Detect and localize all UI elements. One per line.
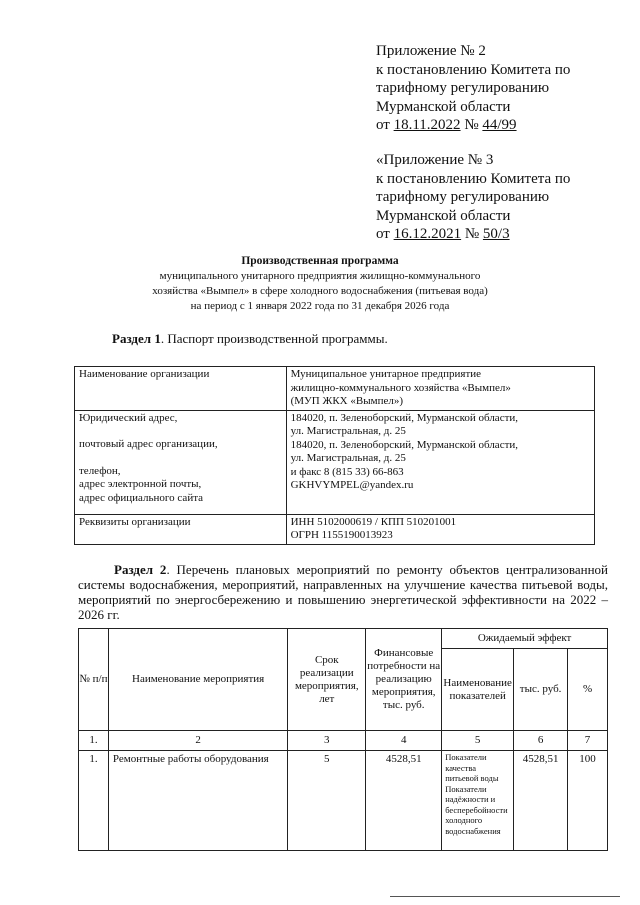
program-title: [0, 254, 640, 314]
row-term: 5: [288, 751, 366, 851]
appendix-from: от: [376, 226, 390, 242]
section-2-heading: [78, 562, 608, 622]
table-header-row: [79, 629, 608, 649]
email-label: адрес электронной почты,: [79, 478, 202, 490]
postal-address-street: ул. Магистральная, д. 25: [290, 452, 406, 464]
appendix-number: 44/99: [482, 117, 517, 133]
row-thousand-rub: 4528,51: [514, 751, 568, 851]
appendix-date: 16.12.2021: [393, 226, 462, 242]
passport-label-cell: [75, 367, 287, 411]
row-financing: 4528,51: [366, 751, 442, 851]
appendix-num-sign: №: [464, 226, 480, 242]
website-label: адрес официального сайта: [79, 491, 204, 504]
appendix-line: Мурманской области: [376, 98, 511, 115]
appendix-number: 50/3: [482, 226, 510, 242]
passport-table: [74, 366, 595, 545]
appendix-date-line: [376, 225, 626, 244]
org-name-label: Наименование организации: [79, 368, 210, 380]
row-percent: 100: [568, 751, 608, 851]
program-subtitle-line: муниципального унитарного предприятия жилищно-коммунального: [159, 270, 481, 282]
plan-table: [78, 628, 608, 851]
postal-address-value: 184020, п. Зеленоборский, Мурманской области,: [290, 438, 519, 451]
ogrn-value: ОГРН 1155190013923: [290, 529, 393, 541]
passport-label-cell: [75, 410, 287, 514]
appendix-title: Приложение № 2: [376, 43, 486, 59]
appendix-date: 18.11.2022: [393, 117, 461, 133]
org-short-name: (МУП ЖКХ «Вымпел»): [290, 395, 403, 407]
col-number: 1.: [79, 731, 109, 751]
phone-value: и факс 8 (815 33) 66-863: [290, 465, 404, 478]
col-number: 7: [568, 731, 608, 751]
header-thousand-rub: тыс. руб.: [514, 649, 568, 731]
program-period: на период с 1 января 2022 года по 31 декабря 2026 года: [190, 300, 450, 312]
row-number: 1.: [79, 751, 109, 851]
phone-label: телефон,: [79, 464, 121, 477]
appendix-line: Мурманской области: [376, 207, 511, 224]
appendix-header-new: [376, 42, 626, 135]
header-indicators: Наименование показателей: [442, 649, 514, 731]
section-1-heading: [112, 331, 388, 347]
appendix-from: от: [376, 117, 390, 133]
row-indicators: Показатели качества питьевой воды Показатели надёжности и бесперебойности холодного водоснабжения: [442, 751, 514, 851]
requisites-label: Реквизиты организации: [79, 515, 191, 528]
header-num: № п/п: [79, 629, 109, 731]
row-activity: Ремонтные работы оборудования: [108, 751, 287, 851]
table-row: [75, 514, 595, 544]
page-bottom-rule: [390, 896, 620, 897]
header-financing: Финансовые потребности на реализацию мероприятия, тыс. руб.: [366, 629, 442, 731]
appendix-line: тарифному регулированию: [376, 80, 550, 96]
legal-address-label: Юридический адрес,: [79, 411, 178, 424]
appendix-line: к постановлению Комитета по: [376, 61, 571, 78]
program-heading: Производственная программа: [241, 255, 399, 267]
table-row: [75, 367, 595, 411]
table-row: [79, 751, 608, 851]
section-2-label: Раздел 2: [114, 562, 167, 577]
col-number: 3: [288, 731, 366, 751]
appendix-date-line: [376, 116, 626, 135]
program-subtitle-line: хозяйства «Вымпел» в сфере холодного водоснабжения (питьевая вода): [152, 285, 488, 297]
header-term: Срок реализации мероприятия, лет: [288, 629, 366, 731]
section-1-text: . Паспорт производственной программы.: [160, 331, 388, 346]
org-name-value: жилищно-коммунального хозяйства «Вымпел»: [290, 381, 511, 394]
table-row: [75, 410, 595, 514]
col-number: 2: [108, 731, 287, 751]
legal-address-street: ул. Магистральная, д. 25: [290, 425, 406, 437]
col-number: 4: [366, 731, 442, 751]
inn-kpp-value: ИНН 5102000619 / КПП 510201001: [290, 515, 457, 528]
appendix-header-old: [376, 151, 626, 244]
section-1-label: Раздел 1: [112, 331, 161, 346]
postal-address-label: почтовый адрес организации,: [79, 438, 218, 450]
email-value: GKHVYMPEL@yandex.ru: [290, 479, 414, 491]
col-number: 5: [442, 731, 514, 751]
section-2-text: . Перечень плановых мероприятий по ремонту объектов централизованной системы водоснабжения, мероприятий, направленных на улучшение качества питьевой воды, мероприятий по энергосбережению и повышению энергетической эффективности на 2022 – 2026 гг.: [78, 562, 609, 622]
passport-value-cell: [286, 410, 594, 514]
header-expected-effect: Ожидаемый эффект: [442, 629, 608, 649]
passport-value-cell: [286, 367, 594, 411]
appendix-num-sign: №: [464, 117, 479, 133]
col-number: 6: [514, 731, 568, 751]
org-name-value: Муниципальное унитарное предприятие: [290, 368, 482, 380]
legal-address-value: 184020, п. Зеленоборский, Мурманской области,: [290, 411, 519, 424]
passport-value-cell: [286, 514, 594, 544]
appendix-title: «Приложение № 3: [376, 152, 494, 168]
header-percent: %: [568, 649, 608, 731]
passport-label-cell: [75, 514, 287, 544]
table-number-row: [79, 731, 608, 751]
appendix-line: тарифному регулированию: [376, 189, 550, 205]
header-name: Наименование мероприятия: [108, 629, 287, 731]
appendix-line: к постановлению Комитета по: [376, 170, 571, 187]
